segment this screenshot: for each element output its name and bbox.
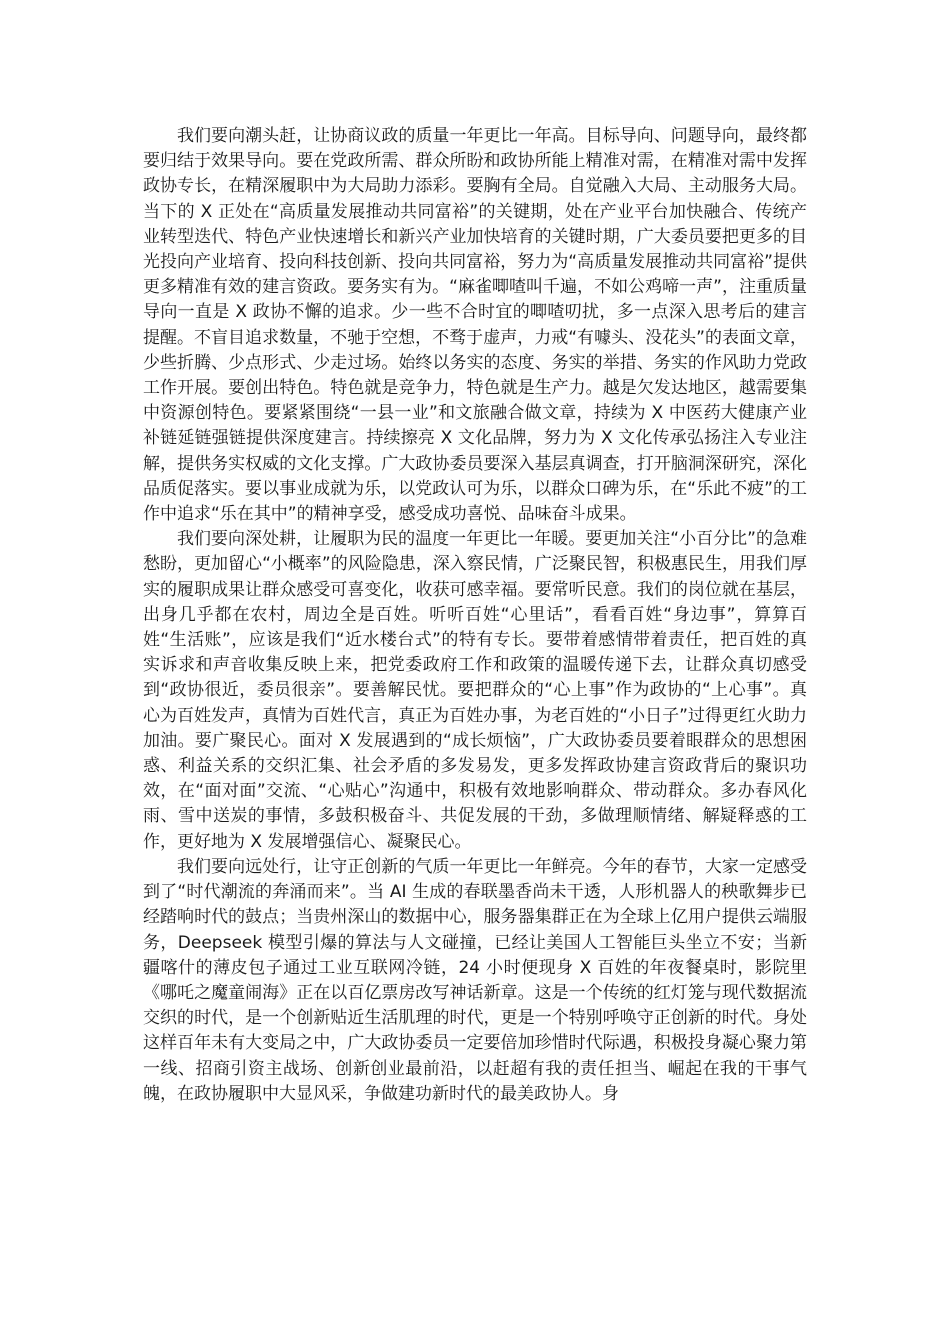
paragraph-2: 我们要向深处耕，让履职为民的温度一年更比一年暖。要更加关注“小百分比”的急难愁盼，更加留心“小概率”的风险隐患，深入察民情，广泛聚民智，积极惠民生，用我们厚实的履职成果让群众感受可喜变化，收获可感幸福。要常听民意。我们的岗位就在基层，出身几乎都在农村，周边全是百姓。听听百姓“心里话”，看看百姓“身边事”，算算百姓“生活账”，应该是我们“近水楼台式”的特有专长。要带着感情带着责任，把百姓的真实诉求和声音收集反映上来，把党委政府工作和政策的温暖传递下去，让群众真切感受到“政协很近，委员很亲”。要善解民忧。要把群众的“心上事”作为政协的“上心事”。真心为百姓发声，真情为百姓代言，真正为百姓办事，为老百姓的“小日子”过得更红火助力加油。要广聚民心。面对 X 发展遇到的“成长烦恼”，广大政协委员要着眼群众的思想困惑、利益关系的交织汇集、社会矛盾的多发易发，更多发挥政协建言资政背后的聚识功效，在“面对面”交流、“心贴心”沟通中，积极有效地影响群众、带动群众。多办春风化雨、雪中送炭的事情，多鼓积极奋斗、共促发展的干劲，多做理顺情绪、解疑释惑的工作，更好地为 X 发展增强信心、凝聚民心。	[143, 529, 807, 852]
paragraph-1: 我们要向潮头赶，让协商议政的质量一年更比一年高。目标导向、问题导向，最终都要归结于效果导向。要在党政所需、群众所盼和政协所能上精准对需，在精准对需中发挥政协专长，在精深履职中为大局助力添彩。要胸有全局。自觉融入大局、主动服务大局。当下的 X 正处在“高质量发展推动共同富裕”的关键期，处在产业平台加快融合、传统产业转型迭代、特色产业快速增长和新兴产业加快培育的关键时期，广大委员要把更多的目光投向产业培育、投向科技创新、投向共同富裕，努力为“高质量发展推动共同富裕”提供更多精准有效的建言资政。要务实有为。“麻雀唧喳叫千遍，不如公鸡啼一声”，注重质量导向一直是 X 政协不懈的追求。少一些不合时宜的唧喳叨扰，多一点深入思考后的建言提醒。不盲目追求数量，不驰于空想，不骛于虚声，力戒“有噱头、没花头”的表面文章，少些折腾、少点形式、少走过场。始终以务实的态度、务实的举措、务实的作风助力党政工作开展。要创出特色。特色就是竞争力，特色就是生产力。越是欠发达地区，越需要集中资源创特色。要紧紧围绕“一县一业”和文旅融合做文章，持续为 X 中医药大健康产业补链延链强链提供深度建言。持续擦亮 X 文化品牌，努力为 X 文化传承弘扬注入专业注解，提供务实权威的文化支撑。广大政协委员要深入基层真调查，打开脑洞深研究，深化品质促落实。要以事业成就为乐，以党政认可为乐，以群众口碑为乐，在“乐此不疲”的工作中追求“乐在其中”的精神享受，感受成功喜悦、品味奋斗成果。	[143, 126, 807, 525]
document-body	[143, 124, 807, 1107]
paragraph-3: 我们要向远处行，让守正创新的气质一年更比一年鲜亮。今年的春节，大家一定感受到了“时代潮流的奔涌而来”。当 AI 生成的春联墨香尚未干透，人形机器人的秧歌舞步已经踏响时代的鼓点；当贵州深山的数据中心，服务器集群正在为全球上亿用户提供云端服务，Deepseek 模型引爆的算法与人文碰撞，已经让美国人工智能巨头坐立不安；当新疆喀什的薄皮包子通过工业互联网冷链，24 小时便现身 X 百姓的年夜餐桌时，影院里《哪吒之魔童闹海》正在以百亿票房改写神话新章。这是一个传统的红灯笼与现代数据流交织的时代，是一个创新贴近生活肌理的时代，更是一个特别呼唤守正创新的时代。身处这样百年未有大变局之中，广大政协委员一定要倍加珍惜时代际遇，积极投身凝心聚力第一线、招商引资主战场、创新创业最前沿，以赶超有我的责任担当、崛起在我的干事气魄，在政协履职中大显风采，争做建功新时代的最美政协人。身	[143, 856, 807, 1104]
